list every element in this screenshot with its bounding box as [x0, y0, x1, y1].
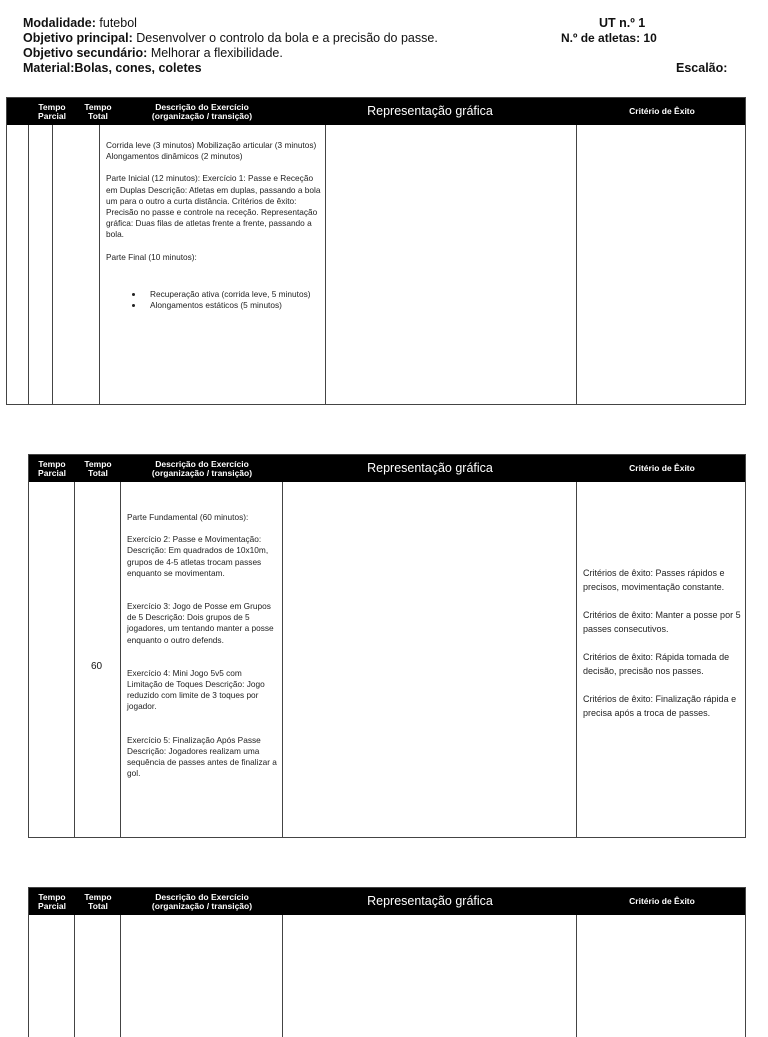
col-representacao: Representação gráfica — [367, 104, 493, 118]
table-header — [29, 888, 745, 915]
modalidade-value: futebol — [95, 16, 137, 30]
tempo-total-value: 60 — [91, 661, 103, 672]
criteria-cell — [583, 567, 745, 735]
col-tempo-parcial — [29, 98, 75, 125]
column-divider — [120, 915, 121, 1037]
col-descricao-l2: (organização / transição) — [151, 900, 253, 911]
col-tempo-total-l2: Total — [88, 110, 108, 121]
column-divider — [576, 482, 577, 837]
col-tempo-total — [75, 455, 121, 482]
description-paragraph: Exercício 5: Finalização Após Passe Descrição: Jogadores realizam uma sequência de passes antes de finalizar a gol. — [127, 734, 277, 779]
description-paragraph: Exercício 4: Mini Jogo 5v5 com Limitação de Toques Descrição: Jogo reduzido com limite de 3 toques por jogador. — [127, 667, 265, 712]
col-tempo-parcial-l2: Parcial — [38, 900, 66, 911]
column-divider — [576, 125, 577, 404]
col-tempo-parcial-l1: Tempo — [38, 458, 66, 469]
col-representacao: Representação gráfica — [367, 894, 493, 908]
exercise-table-1 — [6, 97, 746, 405]
description-paragraph: Corrida leve (3 minutos) Mobilização articular (3 minutos) Alongamentos dinâmicos (2 minutos) — [106, 140, 317, 162]
exercise-table-2 — [28, 454, 746, 838]
col-descricao — [121, 98, 283, 125]
col-tempo-parcial-l1: Tempo — [38, 101, 66, 112]
description-paragraph: Parte Fundamental (60 minutos): — [127, 512, 249, 522]
objetivo-secundario-value: Melhorar a flexibilidade. — [147, 46, 283, 60]
objetivo-secundario-line — [23, 46, 283, 61]
criteria-paragraph: Critérios de êxito: Manter a posse por 5 passes consecutivos. — [583, 610, 741, 634]
description-paragraph: Parte Inicial (12 minutos): Exercício 1: Passe e Receção em Duplas Descrição: Atletas em duplas, passando a bola um para o outro a curta distância. Critérios de êxito: Precisão no passe e controle na receção. Representação gráfica: Duas filas de atletas frente a frente, passando a bola. — [106, 173, 321, 240]
col-descricao-l2: (organização / transição) — [151, 110, 253, 121]
ut-text: UT n.º 1 — [599, 16, 646, 30]
ut-number — [599, 16, 645, 31]
column-divider — [99, 125, 100, 404]
col-tempo-total — [75, 888, 121, 915]
column-divider — [576, 915, 577, 1037]
col-descricao-l2: (organização / transição) — [151, 467, 253, 478]
col-descricao-l1: Descrição do Exercício — [155, 891, 249, 902]
final-part-list — [106, 289, 326, 311]
description-paragraph: Exercício 2: Passe e Movimentação: Descrição: Em quadrados de 10x10m, grupos de 4-5 atletas trocam passes enquanto se movimentam. — [127, 534, 269, 578]
criteria-paragraph: Critérios de êxito: Passes rápidos e precisos, movimentação constante. — [583, 568, 725, 592]
col-tempo-total-l1: Tempo — [84, 891, 112, 902]
athletes-text: N.º de atletas: 10 — [561, 31, 657, 45]
material-text: Material:Bolas, cones, coletes — [23, 61, 202, 75]
col-criterio: Critério de Êxito — [629, 896, 695, 906]
column-divider — [28, 125, 29, 404]
modalidade-label: Modalidade: — [23, 16, 96, 30]
column-divider — [120, 482, 121, 837]
objetivo-secundario-label: Objetivo secundário: — [23, 46, 148, 60]
athletes-count — [561, 31, 657, 46]
column-divider — [282, 915, 283, 1037]
col-tempo-parcial-l2: Parcial — [38, 467, 66, 478]
escalao-label — [676, 61, 727, 76]
objetivo-principal-line — [23, 31, 438, 46]
col-representacao: Representação gráfica — [367, 461, 493, 475]
column-divider — [52, 125, 53, 404]
col-tempo-total-l1: Tempo — [84, 101, 112, 112]
description-cell — [106, 140, 326, 311]
col-tempo-parcial — [29, 455, 75, 482]
description-cell — [127, 512, 279, 790]
criteria-paragraph: Critérios de êxito: Rápida tomada de decisão, precisão nos passes. — [583, 652, 730, 676]
objetivo-principal-label: Objetivo principal: — [23, 31, 133, 45]
col-descricao — [121, 455, 283, 482]
column-divider — [74, 915, 75, 1037]
col-tempo-total-l2: Total — [88, 467, 108, 478]
col-tempo-total-l2: Total — [88, 900, 108, 911]
material-line — [23, 61, 202, 76]
col-tempo-total-l1: Tempo — [84, 458, 112, 469]
col-descricao — [121, 888, 283, 915]
list-item: • Alongamentos estáticos (5 minutos) — [144, 300, 326, 311]
escalao-text: Escalão: — [676, 61, 728, 75]
criteria-paragraph: Critérios de êxito: Finalização rápida e precisa após a troca de passes. — [583, 694, 737, 718]
col-criterio: Critério de Êxito — [629, 106, 695, 116]
description-paragraph: Parte Final (10 minutos): — [106, 251, 197, 262]
objetivo-principal-value: Desenvolver o controlo da bola e a precisão do passe. — [132, 31, 438, 45]
col-descricao-l1: Descrição do Exercício — [155, 458, 249, 469]
col-tempo-parcial — [29, 888, 75, 915]
col-tempo-parcial-l1: Tempo — [38, 891, 66, 902]
col-criterio: Critério de Êxito — [629, 463, 695, 473]
list-item: • Recuperação ativa (corrida leve, 5 minutos) — [144, 289, 326, 300]
table-header — [29, 455, 745, 482]
col-tempo-total — [75, 98, 121, 125]
col-descricao-l1: Descrição do Exercício — [155, 101, 249, 112]
description-paragraph: Exercício 3: Jogo de Posse em Grupos de 5 Descrição: Dois grupos de 5 jogadores, um tentando manter a posse enquanto o outro defends. — [127, 601, 274, 645]
exercise-table-3 — [28, 887, 746, 1037]
modalidade-line — [23, 16, 137, 31]
col-tempo-parcial-l2: Parcial — [38, 110, 66, 121]
table-header — [7, 98, 745, 125]
column-divider — [74, 482, 75, 837]
column-divider — [282, 482, 283, 837]
